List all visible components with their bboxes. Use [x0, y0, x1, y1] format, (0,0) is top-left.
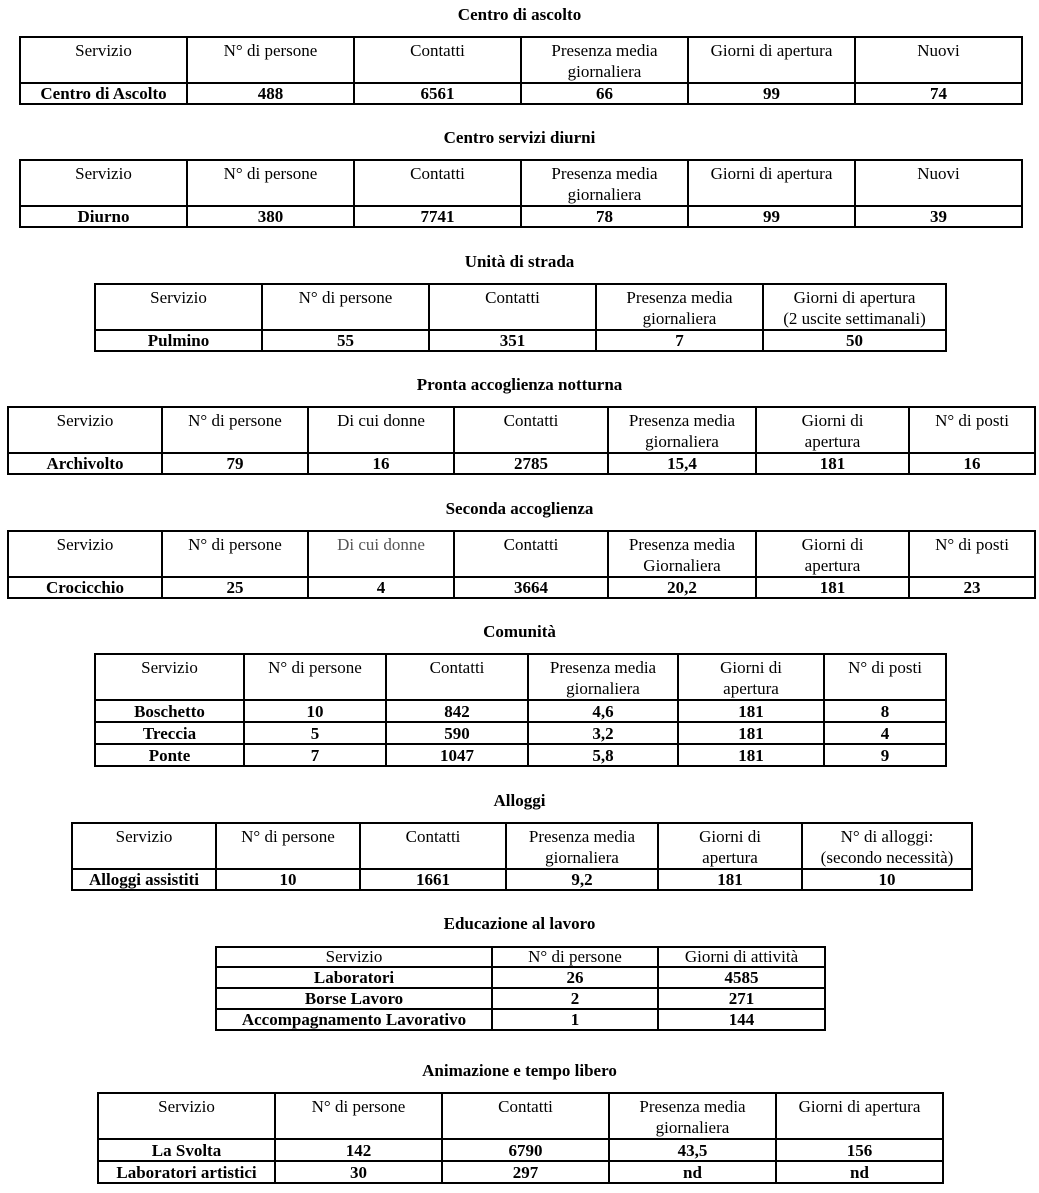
cell-value: nd: [776, 1161, 943, 1183]
column-header: Presenza media giornaliera: [521, 160, 688, 206]
column-header: N° di persone: [244, 654, 386, 700]
column-header: Servizio: [98, 1093, 275, 1139]
column-header: N° di persone: [492, 947, 658, 967]
column-header: Giorni di apertura: [688, 37, 855, 83]
row-label: Boschetto: [95, 700, 244, 722]
cell-value: 99: [688, 206, 855, 227]
row-label: Laboratori artistici: [98, 1161, 275, 1183]
cell-value: 30: [275, 1161, 442, 1183]
section-title: Educazione al lavoro: [443, 914, 596, 933]
cell-value: 39: [855, 206, 1022, 227]
header-row: [20, 37, 1022, 83]
column-header: Servizio: [72, 823, 216, 869]
column-header: N° di persone: [216, 823, 360, 869]
column-header: Giorni di apertura: [678, 654, 824, 700]
column-header: Servizio: [95, 654, 244, 700]
column-header: Presenza media giornaliera: [609, 1093, 776, 1139]
column-header: Contatti: [386, 654, 528, 700]
section-title: Comunità: [483, 622, 556, 641]
cell-value: 3664: [454, 577, 608, 598]
cell-value: 10: [802, 869, 972, 890]
cell-value: 142: [275, 1139, 442, 1161]
cell-value: 5: [244, 722, 386, 744]
cell-value: 10: [216, 869, 360, 890]
data-table: [71, 822, 973, 891]
column-header: Giorni di apertura: [756, 407, 909, 453]
column-header: N° di posti: [824, 654, 946, 700]
column-header: Giorni di apertura: [658, 823, 802, 869]
header-row: [20, 160, 1022, 206]
row-label: Archivolto: [8, 453, 162, 474]
cell-value: 74: [855, 83, 1022, 104]
column-header: Contatti: [429, 284, 596, 330]
section-title: Seconda accoglienza: [445, 499, 594, 518]
section-title: Animazione e tempo libero: [422, 1061, 617, 1080]
table-row: [95, 700, 946, 722]
row-label: Diurno: [20, 206, 187, 227]
cell-value: 6790: [442, 1139, 609, 1161]
table-row: [216, 967, 825, 988]
row-label: Laboratori: [216, 967, 492, 988]
row-label: Ponte: [95, 744, 244, 766]
cell-value: 380: [187, 206, 354, 227]
column-header: Presenza media giornaliera: [596, 284, 763, 330]
header-row: [72, 823, 972, 869]
column-header: Servizio: [8, 407, 162, 453]
header-row: [95, 654, 946, 700]
cell-value: 4: [308, 577, 454, 598]
cell-value: 1661: [360, 869, 506, 890]
column-header: Presenza media giornaliera: [528, 654, 678, 700]
section-title: Centro di ascolto: [457, 5, 582, 24]
column-header: Servizio: [95, 284, 262, 330]
cell-value: 7: [596, 330, 763, 351]
cell-value: 9: [824, 744, 946, 766]
cell-value: 4,6: [528, 700, 678, 722]
row-label: Treccia: [95, 722, 244, 744]
column-header: Nuovi: [855, 37, 1022, 83]
table-row: [216, 1009, 825, 1030]
column-header: Contatti: [454, 531, 608, 577]
row-label: Crocicchio: [8, 577, 162, 598]
column-header: N° di persone: [187, 37, 354, 83]
cell-value: 1: [492, 1009, 658, 1030]
cell-value: 79: [162, 453, 308, 474]
data-table: [7, 530, 1036, 599]
column-header: Di cui donne: [308, 531, 454, 577]
column-header: Contatti: [442, 1093, 609, 1139]
cell-value: 6561: [354, 83, 521, 104]
column-header: Nuovi: [855, 160, 1022, 206]
cell-value: nd: [609, 1161, 776, 1183]
cell-value: 5,8: [528, 744, 678, 766]
cell-value: 16: [308, 453, 454, 474]
row-label: Centro di Ascolto: [20, 83, 187, 104]
cell-value: 842: [386, 700, 528, 722]
column-header: Contatti: [360, 823, 506, 869]
cell-value: 181: [678, 700, 824, 722]
cell-value: 590: [386, 722, 528, 744]
section-title: Centro servizi diurni: [443, 128, 596, 147]
column-header: N° di persone: [187, 160, 354, 206]
cell-value: 181: [678, 722, 824, 744]
header-row: [8, 407, 1035, 453]
data-table: [94, 283, 947, 352]
cell-value: 3,2: [528, 722, 678, 744]
column-header: N° di persone: [275, 1093, 442, 1139]
cell-value: 78: [521, 206, 688, 227]
cell-value: 9,2: [506, 869, 658, 890]
column-header: Presenza media giornaliera: [506, 823, 658, 869]
cell-value: 99: [688, 83, 855, 104]
row-label: Borse Lavoro: [216, 988, 492, 1009]
cell-value: 4585: [658, 967, 825, 988]
cell-value: 156: [776, 1139, 943, 1161]
column-header: N° di alloggi: (secondo necessità): [802, 823, 972, 869]
cell-value: 8: [824, 700, 946, 722]
table-row: [95, 722, 946, 744]
cell-value: 2785: [454, 453, 608, 474]
data-table: [19, 159, 1023, 228]
cell-value: 16: [909, 453, 1035, 474]
cell-value: 181: [756, 453, 909, 474]
column-header: N° di posti: [909, 407, 1035, 453]
column-header: Contatti: [454, 407, 608, 453]
column-header: N° di posti: [909, 531, 1035, 577]
cell-value: 55: [262, 330, 429, 351]
cell-value: 1047: [386, 744, 528, 766]
data-table: [19, 36, 1023, 105]
row-label: Accompagnamento Lavorativo: [216, 1009, 492, 1030]
header-row: [95, 284, 946, 330]
column-header: Contatti: [354, 37, 521, 83]
column-header: N° di persone: [262, 284, 429, 330]
data-table: [94, 653, 947, 767]
cell-value: 26: [492, 967, 658, 988]
cell-value: 2: [492, 988, 658, 1009]
row-label: Alloggi assistiti: [72, 869, 216, 890]
cell-value: 23: [909, 577, 1035, 598]
table-row: [20, 83, 1022, 104]
table-row: [72, 869, 972, 890]
table-row: [98, 1139, 943, 1161]
column-header: Giorni di apertura: [776, 1093, 943, 1139]
cell-value: 25: [162, 577, 308, 598]
row-label: Pulmino: [95, 330, 262, 351]
cell-value: 50: [763, 330, 946, 351]
column-header: Servizio: [216, 947, 492, 967]
column-header: Giorni di apertura: [756, 531, 909, 577]
header-row: [216, 947, 825, 967]
cell-value: 144: [658, 1009, 825, 1030]
cell-value: 297: [442, 1161, 609, 1183]
column-header: Giorni di apertura: [688, 160, 855, 206]
section-title: Pronta accoglienza notturna: [416, 375, 623, 394]
column-header: Presenza media giornaliera: [521, 37, 688, 83]
cell-value: 271: [658, 988, 825, 1009]
cell-value: 181: [658, 869, 802, 890]
cell-value: 66: [521, 83, 688, 104]
cell-value: 10: [244, 700, 386, 722]
cell-value: 4: [824, 722, 946, 744]
column-header: N° di persone: [162, 407, 308, 453]
section-title: Unità di strada: [464, 252, 575, 271]
table-row: [95, 744, 946, 766]
data-table: [7, 406, 1036, 475]
cell-value: 181: [678, 744, 824, 766]
column-header: Servizio: [20, 37, 187, 83]
cell-value: 7: [244, 744, 386, 766]
column-header: Contatti: [354, 160, 521, 206]
cell-value: 488: [187, 83, 354, 104]
cell-value: 351: [429, 330, 596, 351]
cell-value: 20,2: [608, 577, 756, 598]
table-row: [95, 330, 946, 351]
column-header: Servizio: [20, 160, 187, 206]
column-header: N° di persone: [162, 531, 308, 577]
column-header: Di cui donne: [308, 407, 454, 453]
cell-value: 7741: [354, 206, 521, 227]
data-table: [97, 1092, 944, 1184]
cell-value: 15,4: [608, 453, 756, 474]
column-header: Servizio: [8, 531, 162, 577]
header-row: [8, 531, 1035, 577]
column-header: Giorni di attività: [658, 947, 825, 967]
cell-value: 43,5: [609, 1139, 776, 1161]
cell-value: 181: [756, 577, 909, 598]
column-header: Giorni di apertura (2 uscite settimanali): [763, 284, 946, 330]
row-label: La Svolta: [98, 1139, 275, 1161]
column-header: Presenza media giornaliera: [608, 407, 756, 453]
table-row: [20, 206, 1022, 227]
table-row: [8, 577, 1035, 598]
table-row: [8, 453, 1035, 474]
table-row: [216, 988, 825, 1009]
header-row: [98, 1093, 943, 1139]
section-title: Alloggi: [493, 791, 546, 810]
data-table: [215, 946, 826, 1031]
table-row: [98, 1161, 943, 1183]
column-header: Presenza media Giornaliera: [608, 531, 756, 577]
